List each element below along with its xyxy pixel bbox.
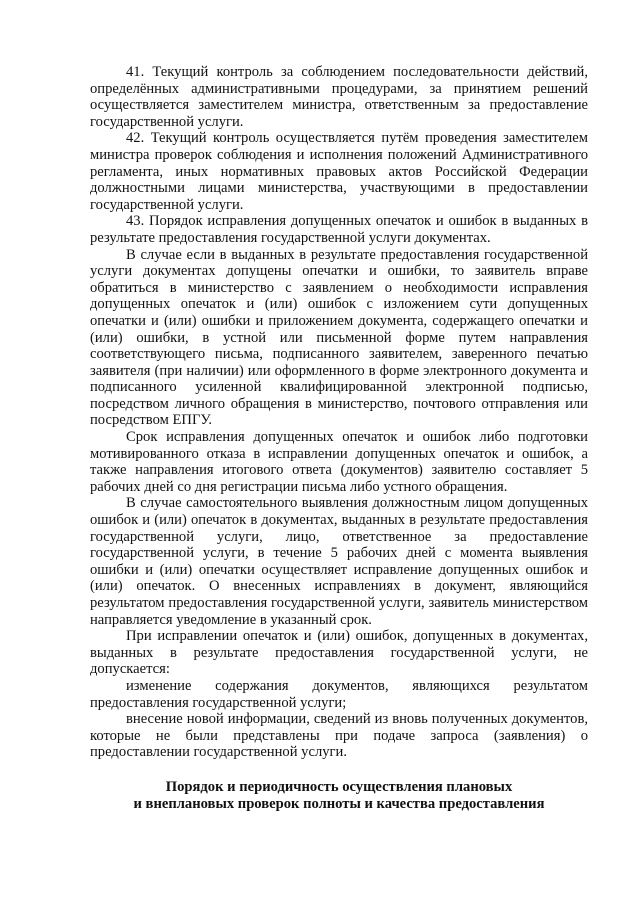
paragraph-41: 41. Текущий контроль за соблюдением последовательности действий, определённых административными процедурами, за принятием решений осуществляется заместителем министра, ответственным за предоставление государственной услуги. [90,64,588,130]
paragraph-42: 42. Текущий контроль осуществляется путём проведения заместителем министра проверок соблюдения и исполнения положений Административного регламента, иных нормативных правовых актов Российской Федерации должностными лицами министерства, участвующими в предоставлении государственной услуги. [90,130,588,213]
paragraph-not-allowed: При исправлении опечаток и (или) ошибок, допущенных в документах, выданных в результате предоставления государственной услуги, не допускается: [90,628,588,678]
section-heading-line-1: Порядок и периодичность осуществления плановых [165,778,513,795]
paragraph-correction-term: Срок исправления допущенных опечаток и ошибок либо подготовки мотивированного отказа в исправлении допущенных опечаток и ошибок, а также направления итогового ответа (документов) заявителю составляет 5 рабочих дней со дня регистрации письма либо устного обращения. [90,429,588,495]
paragraph-new-info: внесение новой информации, сведений из вновь полученных документов, которые не были представлены при подаче запроса (заявления) о предоставлении государственной услуги. [90,711,588,761]
section-heading-line-2: и внеплановых проверок полноты и качества предоставления [133,795,545,812]
paragraph-change-content: изменение содержания документов, являющихся результатом предоставления государственной услуги; [90,677,588,711]
paragraph-error-request: В случае если в выданных в результате предоставления государственной услуги документах допущены опечатки и ошибки, то заявитель вправе обратиться в министерство с заявлением о необходимости исправления допущенных опечаток и (или) ошибок с изложением сути допущенных опечатки и (или) ошибки и приложением документа, содержащего опечатки и (или) ошибки, в устной или письменной форме путем направления соответствующего письма, подписанного заявителем, заверенного печатью заявителя (при наличии) или оформленного в форме электронного документа и подписанного усиленной квалифицированной электронной подписью, посредством личного обращения в министерство, почтового отправления или посредством ЕПГУ. [90,246,588,429]
section-heading [90,779,588,813]
paragraph-43: 43. Порядок исправления допущенных опечаток и ошибок в выданных в результате предоставления государственной услуги документах. [90,213,588,246]
spacer [90,761,588,765]
paragraph-self-detection: В случае самостоятельного выявления должностным лицом допущенных ошибок и (или) опечаток в документах, выданных в результате предоставления государственной услуги, лицо, ответственное за предоставление государственной услуги, в течение 5 рабочих дней с момента выявления ошибки и (или) опечатки осуществляет исправление допущенных ошибок и (или) опечаток. О внесенных исправлениях в документ, являющийся результатом предоставления государственной услуги, заявитель министерством направляется уведомление в указанный срок. [90,495,588,628]
